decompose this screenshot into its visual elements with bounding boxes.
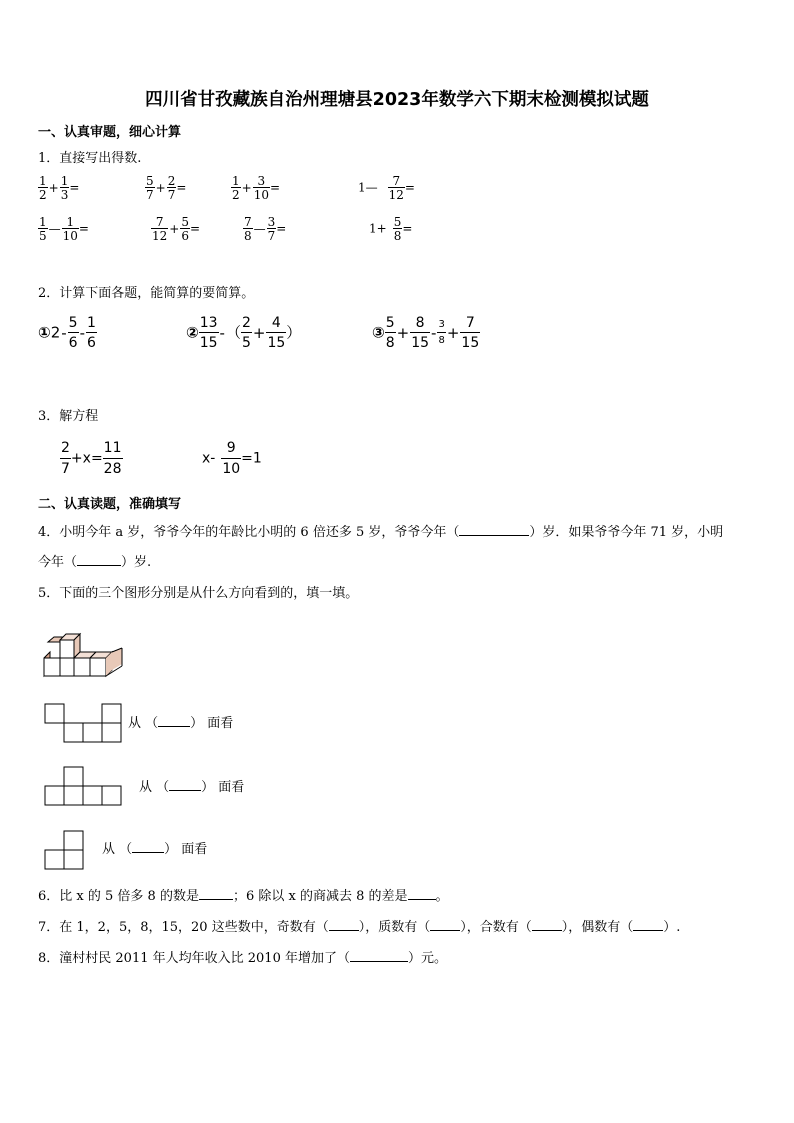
q1-item-7: $\frac{7}{8}$ — $\frac{3}{7}$ = bbox=[244, 215, 287, 243]
q2-expression-2: ② $\frac{13}{15}$ -（ $\frac{2}{5}$ + $\frac{4}{15}$ ） bbox=[186, 315, 302, 351]
view-1-answer-blank[interactable] bbox=[158, 714, 190, 727]
q1-item-3: $\frac{1}{2}$ + $\frac{3}{10}$ = bbox=[232, 174, 281, 202]
question-4-line-1: 4．小明今年 a 岁，爷爷今年的年龄比小明的 6 倍还多 5 岁，爷爷今年（ ）岁．如果爷爷今年 71 岁，小明 bbox=[38, 525, 724, 540]
q1-item-1: $\frac{1}{2}$ + $\frac{1}{3}$ = bbox=[39, 174, 80, 202]
q1-item-2: $\frac{5}{7}$ + $\frac{2}{7}$ = bbox=[146, 174, 187, 202]
q1-item-6: $\frac{7}{12}$ + $\frac{5}{6}$ = bbox=[152, 215, 201, 243]
question-5-heading: 5．下面的三个图形分别是从什么方向看到的，填一填。 bbox=[38, 586, 359, 601]
q4-answer-blank-1[interactable] bbox=[459, 523, 529, 536]
q2-expression-3: ③ $\frac{5}{8}$ + $\frac{8}{15}$ - $\frac{3}{8}$ + $\frac{7}{15}$ bbox=[372, 315, 480, 351]
q7-answer-blank-odd[interactable] bbox=[329, 918, 359, 931]
view-2-label: 从 （ ） 面看 bbox=[139, 780, 245, 795]
question-7: 7．在 1，2，5，8，15，20 这些数中，奇数有（ ），质数有（ ），合数有（ ），偶数有（ ）. bbox=[38, 920, 681, 935]
q3-equation-2: x- $\frac{9}{10}$ =1 bbox=[202, 440, 262, 477]
question-1-heading: 1．直接写出得数. bbox=[38, 151, 142, 166]
question-2-heading: 2．计算下面各题，能简算的要简算。 bbox=[38, 286, 255, 301]
q7-answer-blank-prime[interactable] bbox=[430, 918, 460, 931]
q6-answer-blank-2[interactable] bbox=[408, 887, 436, 900]
view-1-figure bbox=[44, 703, 124, 743]
cube-stack-figure bbox=[40, 630, 130, 680]
view-2-answer-blank[interactable] bbox=[169, 778, 201, 791]
q4-answer-blank-2[interactable] bbox=[77, 553, 121, 566]
view-2-figure bbox=[44, 766, 124, 806]
page-title: 四川省甘孜藏族自治州理塘县2023年数学六下期末检测模拟试题 bbox=[145, 90, 649, 110]
view-1-label: 从 （ ） 面看 bbox=[128, 716, 234, 731]
question-4-line-2: 今年（ ）岁. bbox=[38, 555, 152, 570]
section-2-heading: 二、认真读题，准确填写 bbox=[38, 497, 182, 512]
q7-answer-blank-even[interactable] bbox=[633, 918, 663, 931]
q8-answer-blank[interactable] bbox=[350, 949, 408, 962]
question-6: 6．比 x 的 5 倍多 8 的数是 ；6 除以 x 的商减去 8 的差是 。 bbox=[38, 889, 449, 904]
question-8: 8．潼村村民 2011 年人均年收入比 2010 年增加了（ ）元。 bbox=[38, 951, 447, 966]
view-3-figure bbox=[44, 830, 86, 872]
q2-expression-1: ①2- $\frac{5}{6}$ - $\frac{1}{6}$ bbox=[38, 315, 96, 351]
q1-item-8: 1+ $\frac{5}{8}$ = bbox=[369, 215, 413, 243]
q1-item-5: $\frac{1}{5}$ — $\frac{1}{10}$ = bbox=[39, 215, 89, 243]
question-3-heading: 3．解方程 bbox=[38, 409, 99, 424]
q7-answer-blank-composite[interactable] bbox=[532, 918, 562, 931]
q3-equation-1: $\frac{2}{7}$ +x= $\frac{11}{28}$ bbox=[61, 440, 122, 477]
q6-answer-blank-1[interactable] bbox=[199, 887, 233, 900]
view-3-label: 从 （ ） 面看 bbox=[102, 842, 208, 857]
section-1-heading: 一、认真审题，细心计算 bbox=[38, 125, 182, 140]
q1-item-4: 1— $\frac{7}{12}$ = bbox=[358, 174, 415, 202]
view-3-answer-blank[interactable] bbox=[132, 840, 164, 853]
